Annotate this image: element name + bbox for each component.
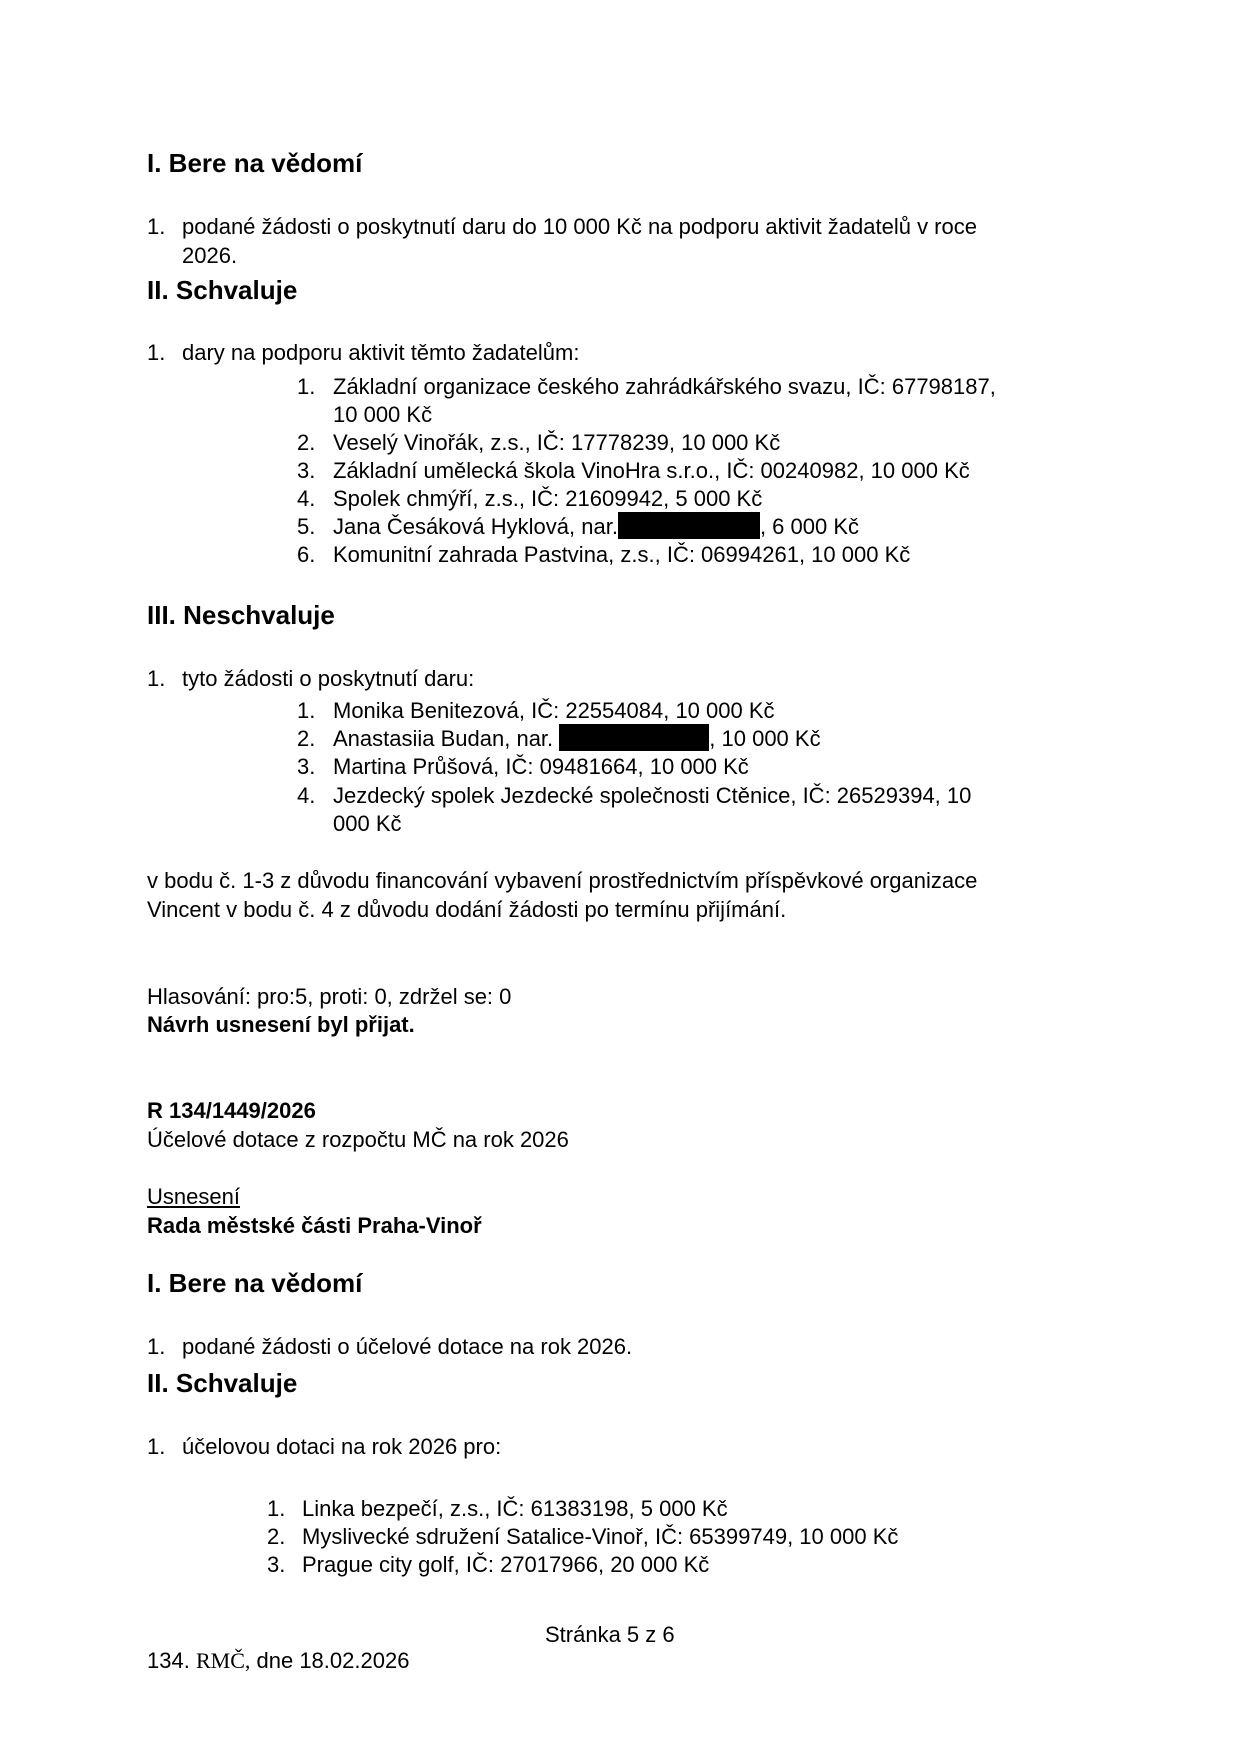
list-item-continuation: 2026. <box>182 243 238 268</box>
approved-item-text: Jana Česáková Hyklová, nar. <box>333 514 618 539</box>
list-item: podané žádosti o účelové dotace na rok 2026. <box>182 1334 633 1359</box>
list-number: 4. <box>297 486 316 511</box>
list-number: 3. <box>297 458 316 483</box>
list-number: 6. <box>297 542 316 567</box>
list-number: 1. <box>147 1434 166 1459</box>
reason-text: v bodu č. 1-3 z důvodu financování vybavení prostřednictvím příspěvkové organizace <box>147 868 978 893</box>
rejected-item: Monika Benitezová, IČ: 22554084, 10 000 Kč <box>333 698 775 723</box>
redaction-block <box>559 724 709 751</box>
meeting-rmc: RMČ, <box>195 1648 251 1673</box>
meeting-date: dne 18.02.2026 <box>256 1648 410 1673</box>
approved-item: Veselý Vinořák, z.s., IČ: 17778239, 10 000 Kč <box>333 430 781 455</box>
list-number: 1. <box>297 374 316 399</box>
meeting-info <box>147 1648 409 1674</box>
list-number: 1. <box>147 666 166 691</box>
list-number: 4. <box>297 783 316 808</box>
redaction-block <box>618 512 760 539</box>
vote-text: Hlasování: pro:5, proti: 0, zdržel se: 0 <box>147 984 512 1009</box>
list-item: podané žádosti o poskytnutí daru do 10 000 Kč na podporu aktivit žadatelů v roce <box>182 214 977 239</box>
approved-item-continuation: 10 000 Kč <box>333 402 433 427</box>
approved-item: Základní umělecká škola VinoHra s.r.o., IČ: 00240982, 10 000 Kč <box>333 458 970 483</box>
resolution-code: R 134/1449/2026 <box>147 1098 316 1123</box>
meeting-prefix: 134. <box>147 1648 190 1673</box>
rejected-item-text: Anastasiia Budan, nar. <box>333 726 554 751</box>
list-item: účelovou dotaci na rok 2026 pro: <box>182 1434 502 1459</box>
list-number: 1. <box>147 1334 166 1359</box>
grant-item: Myslivecké sdružení Satalice-Vinoř, IČ: 65399749, 10 000 Kč <box>302 1524 899 1549</box>
list-item: tyto žádosti o poskytnutí daru: <box>182 666 475 691</box>
approved-item: Komunitní zahrada Pastvina, z.s., IČ: 06994261, 10 000 Kč <box>333 542 911 567</box>
list-number: 2. <box>267 1524 286 1549</box>
list-number: 1. <box>147 214 166 239</box>
rejected-item <box>333 724 821 753</box>
heading-schvaluje: II. Schvaluje <box>147 1368 298 1398</box>
list-number: 1. <box>267 1496 286 1521</box>
list-number: 3. <box>267 1552 286 1577</box>
usneseni-label: Usnesení <box>147 1184 240 1209</box>
council-name: Rada městské části Praha-Vinoř <box>147 1213 482 1238</box>
heading-bere-na-vedomi: I. Bere na vědomí <box>147 148 363 178</box>
heading-neschvaluje: III. Neschvaluje <box>147 600 335 630</box>
list-number: 3. <box>297 754 316 779</box>
grant-item: Prague city golf, IČ: 27017966, 20 000 Kč <box>302 1552 710 1577</box>
list-number: 5. <box>297 514 316 539</box>
approved-item-amount: , 6 000 Kč <box>759 514 860 539</box>
heading-schvaluje: II. Schvaluje <box>147 275 298 305</box>
list-number: 1. <box>147 340 166 365</box>
list-number: 1. <box>297 698 316 723</box>
approved-item <box>333 512 859 541</box>
grant-item: Linka bezpečí, z.s., IČ: 61383198, 5 000 Kč <box>302 1496 728 1521</box>
rejected-item-amount: , 10 000 Kč <box>709 726 821 751</box>
reason-text: Vincent v bodu č. 4 z důvodu dodání žádosti po termínu přijímání. <box>147 897 787 922</box>
rejected-item-continuation: 000 Kč <box>333 811 402 836</box>
approved-item: Spolek chmýří, z.s., IČ: 21609942, 5 000 Kč <box>333 486 763 511</box>
list-number: 2. <box>297 726 316 751</box>
rejected-item: Martina Průšová, IČ: 09481664, 10 000 Kč <box>333 754 749 779</box>
list-number: 2. <box>297 430 316 455</box>
resolution-title: Účelové dotace z rozpočtu MČ na rok 2026 <box>147 1127 569 1152</box>
approved-item: Základní organizace českého zahrádkářského svazu, IČ: 67798187, <box>333 374 996 399</box>
rejected-item: Jezdecký spolek Jezdecké společnosti Ctěnice, IČ: 26529394, 10 <box>333 783 972 808</box>
heading-bere-na-vedomi: I. Bere na vědomí <box>147 1268 363 1298</box>
result-text: Návrh usnesení byl přijat. <box>147 1012 415 1037</box>
list-item: dary na podporu aktivit těmto žadatelům: <box>182 340 580 365</box>
page-number: Stránka 5 z 6 <box>545 1622 675 1647</box>
